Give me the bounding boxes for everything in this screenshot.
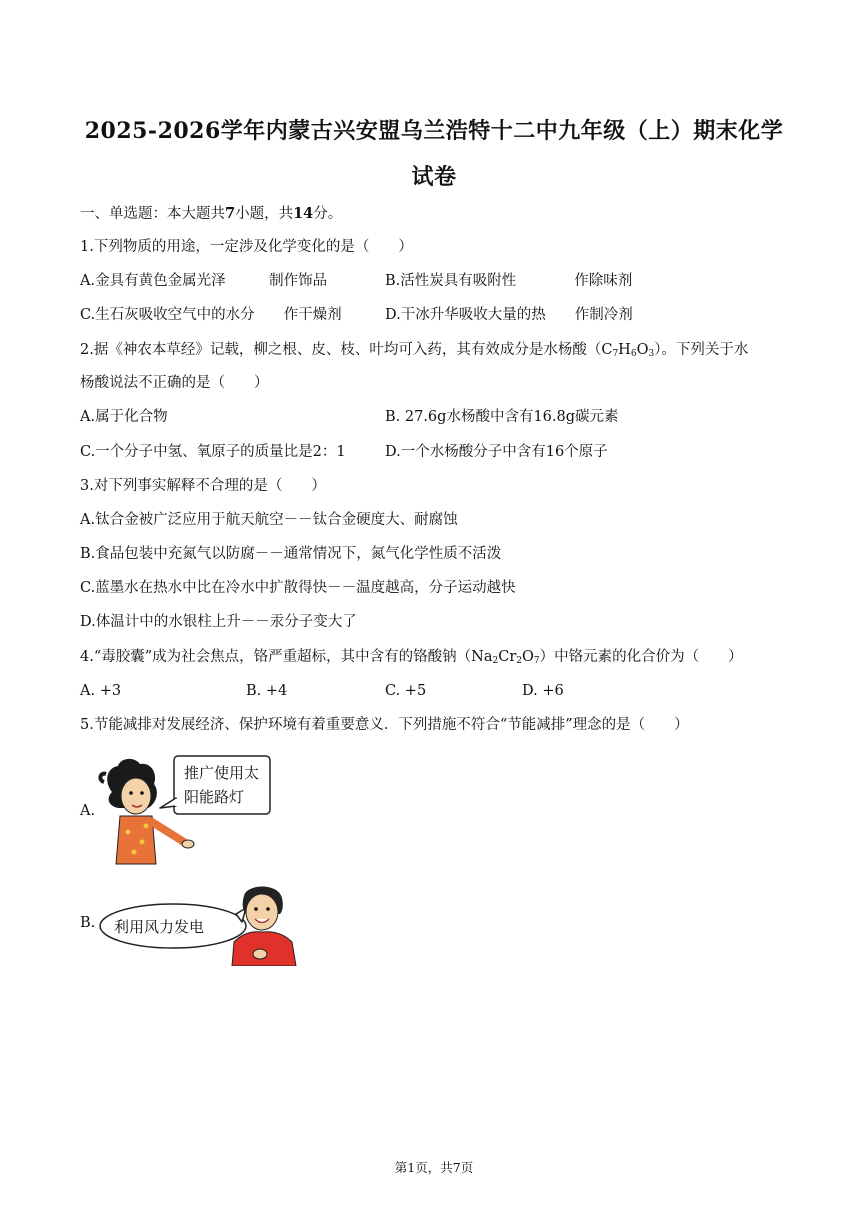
question-5-option-a-label[interactable]: A. (80, 803, 96, 819)
question-5-option-a-illustration[interactable] (98, 752, 288, 874)
question-3-option-c[interactable]: C.蓝墨水在热水中比在冷水中扩散得快－－温度越高，分子运动越快 (80, 580, 516, 596)
speech-bubble (100, 904, 246, 948)
page-title: 2025-2026学年内蒙古兴安盟乌兰浩特十二中九年级（上）期末化学 (84, 118, 784, 144)
page-footer: 第1页，共7页 (394, 1160, 474, 1175)
question-4-option-c[interactable]: C. +5 (385, 683, 427, 699)
formula-subscript: 6 (630, 349, 637, 359)
formula-subscript: 3 (648, 349, 655, 359)
question-2-option-a[interactable]: A.属于化合物 (80, 409, 168, 425)
question-2-stem-line2: 杨酸说法不正确的是（ ） (80, 375, 269, 391)
question-2-option-c[interactable]: C.一个分子中氢、氧原子的质量比是2：1 (80, 444, 346, 460)
question-4-stem (80, 647, 743, 667)
section-heading-suffix: 分。 (313, 206, 343, 222)
section-total-score: 14 (293, 205, 314, 222)
formula-element: O (522, 649, 534, 665)
section-heading-mid: 小题，共 (235, 206, 294, 222)
formula-element: Cr (498, 649, 517, 665)
question-5-option-b-label[interactable]: B. (80, 915, 96, 931)
question-1-option-c[interactable]: C.生石灰吸收空气中的水分 作干燥剂 (80, 307, 342, 323)
question-2-stem-end: ）。下列关于水 (654, 342, 749, 358)
formula-element: H (618, 342, 631, 358)
question-3-stem: 3.对下列事实解释不合理的是（ ） (80, 478, 326, 494)
question-5-option-b-illustration[interactable] (96, 882, 306, 966)
question-1-option-b[interactable]: B.活性炭具有吸附性 作除味剂 (385, 273, 633, 289)
section-heading-prefix: 一、单选题：本大题共 (80, 206, 225, 222)
bubble-text-line1: 推广使用太 (184, 764, 260, 782)
question-3-option-b[interactable]: B.食品包装中充氮气以防腐－－通常情况下，氮气化学性质不活泼 (80, 546, 502, 562)
page-title-line2: 试卷 (411, 164, 457, 190)
question-1-stem: 1.下列物质的用途，一定涉及化学变化的是（ ） (80, 239, 413, 255)
question-3-option-d[interactable]: D.体温计中的水银柱上升－－汞分子变大了 (80, 614, 357, 630)
question-2-option-d[interactable]: D.一个水杨酸分子中含有16个原子 (385, 444, 608, 460)
question-4-stem-end: ）中铬元素的化合价为（ ） (539, 649, 743, 665)
question-2-option-b[interactable]: B. 27.6g水杨酸中含有16.8g碳元素 (385, 409, 619, 425)
question-4-stem-start: 4.“毒胶囊”成为社会焦点，铬严重超标，其中含有的铬酸钠（Na (80, 649, 493, 665)
question-1-option-a[interactable]: A.金具有黄色金属光泽 制作饰品 (80, 273, 328, 289)
bubble-text-line2: 阳能路灯 (184, 788, 245, 806)
question-1-option-d[interactable]: D.干冰升华吸收大量的热 作制冷剂 (385, 307, 633, 323)
formula-subscript: 7 (533, 656, 540, 666)
speech-bubble (160, 756, 270, 814)
question-3-option-a[interactable]: A.钛合金被广泛应用于航天航空－－钛合金硬度大、耐腐蚀 (80, 512, 458, 528)
formula-element: O (636, 342, 649, 358)
formula-subscript: 2 (492, 656, 499, 666)
section-question-count: 7 (225, 205, 236, 222)
question-2-stem-start: 2.据《神农本草经》记载，柳之根、皮、枝、叶均可入药，其有效成分是水杨酸（C (80, 342, 613, 358)
question-2-stem (80, 340, 748, 360)
question-4-option-a[interactable]: A. +3 (80, 683, 122, 699)
question-4-option-d[interactable]: D. +6 (522, 683, 564, 699)
question-4-option-b[interactable]: B. +4 (246, 683, 288, 699)
section-heading (80, 204, 342, 224)
formula-subscript: 7 (612, 349, 619, 359)
question-5-stem: 5.节能减排对发展经济、保护环境有着重要意义．下列措施不符合“节能减排”理念的是（ ） (80, 717, 689, 733)
formula-subscript: 2 (516, 656, 522, 666)
bubble-text: 利用风力发电 (114, 918, 205, 936)
